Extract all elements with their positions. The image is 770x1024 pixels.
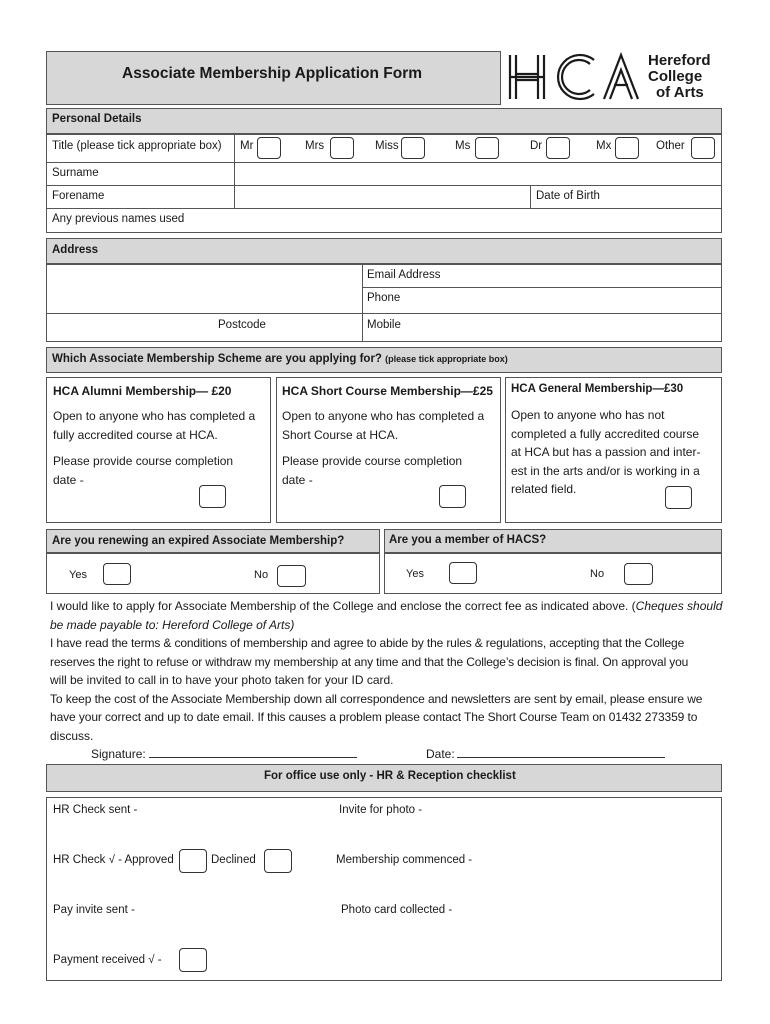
declined-checkbox[interactable] xyxy=(264,849,292,873)
title-dr-checkbox[interactable] xyxy=(546,137,570,159)
short-course-option-box xyxy=(276,377,501,523)
renew-no-label: No xyxy=(254,569,269,581)
logo-line-of-arts: of Arts xyxy=(656,84,704,101)
membership-commenced-label: Membership commenced - xyxy=(336,854,473,866)
declaration-p3b: have your correct and up to date email. If this causes a problem please contact The Short Course Team on 01432 273359 to xyxy=(50,710,698,724)
hacs-options xyxy=(384,553,722,594)
short-course-checkbox[interactable] xyxy=(439,485,466,508)
dob-label: Date of Birth xyxy=(536,190,600,202)
previous-names-label: Any previous names used xyxy=(52,213,185,225)
title-ms-label: Ms xyxy=(455,140,471,152)
alumni-line3: Please provide course completion xyxy=(53,454,234,468)
postcode-label: Postcode xyxy=(218,319,266,331)
personal-details-heading: Personal Details xyxy=(52,113,142,125)
declaration-p2b: reserves the right to refuse or withdraw my membership at any time and that the College’s decision is final. On approval you xyxy=(50,654,689,669)
forename-field[interactable] xyxy=(236,186,529,207)
renew-options xyxy=(46,553,380,594)
general-checkbox[interactable] xyxy=(665,486,692,509)
short-course-line1: Open to anyone who has completed a xyxy=(282,409,485,423)
address-heading: Address xyxy=(52,244,99,256)
alumni-line2: fully accredited course at HCA. xyxy=(53,428,218,442)
college-logo xyxy=(506,52,726,104)
surname-label: Surname xyxy=(52,167,99,179)
title-mx-label: Mx xyxy=(596,140,612,152)
hacs-no-checkbox[interactable] xyxy=(624,563,653,585)
alumni-checkbox[interactable] xyxy=(199,485,226,508)
row-divider xyxy=(46,208,722,209)
hr-approved-label: HR Check √ - Approved xyxy=(53,854,174,866)
declaration-p3a: To keep the cost of the Associate Membership down all correspondence and newsletters are sent by email, please ensure we xyxy=(50,691,703,706)
surname-field[interactable] xyxy=(236,163,721,184)
pay-invite-label: Pay invite sent - xyxy=(53,904,135,916)
hca-letters-logo xyxy=(506,52,642,102)
renew-yes-label: Yes xyxy=(69,569,87,581)
col-divider xyxy=(362,264,363,342)
title-miss-label: Miss xyxy=(375,140,399,152)
title-ms-checkbox[interactable] xyxy=(475,137,499,159)
title-other-checkbox[interactable] xyxy=(691,137,715,159)
short-course-title: HCA Short Course Membership—£25 xyxy=(282,384,493,398)
declaration-p1a: I would like to apply for Associate Membership of the College and enclose the correct fee as indicated above. ( xyxy=(50,599,636,613)
page-title: Associate Membership Application Form xyxy=(122,65,423,82)
alumni-option-box xyxy=(46,377,271,523)
hacs-yes-label: Yes xyxy=(406,568,424,580)
col-divider xyxy=(234,134,235,208)
col-divider xyxy=(530,185,531,208)
hr-check-sent-label: HR Check sent - xyxy=(53,804,138,816)
title-miss-checkbox[interactable] xyxy=(401,137,425,159)
declaration-p1c: be made payable to: Hereford College of Arts) xyxy=(50,617,295,632)
address-field[interactable] xyxy=(48,266,360,312)
email-label: Email Address xyxy=(367,269,441,281)
title-mr-label: Mr xyxy=(240,140,254,152)
alumni-title: HCA Alumni Membership— £20 xyxy=(53,384,232,398)
declaration-p2a: I have read the terms & conditions of membership and agree to abide by the rules & regulations, accepting that the College xyxy=(50,636,685,650)
general-line3: at HCA but has a passion and inter- xyxy=(511,445,701,459)
hacs-heading: Are you a member of HACS? xyxy=(389,534,547,546)
declaration-p3c: discuss. xyxy=(50,728,94,743)
renew-yes-checkbox[interactable] xyxy=(103,563,131,585)
general-line1: Open to anyone who has not xyxy=(511,408,665,422)
title-mr-checkbox[interactable] xyxy=(257,137,281,159)
title-mrs-label: Mrs xyxy=(305,140,325,152)
hacs-no-label: No xyxy=(590,568,605,580)
row-divider xyxy=(362,287,722,288)
photo-card-label: Photo card collected - xyxy=(341,904,453,916)
declaration-text xyxy=(50,597,730,745)
short-course-line4: date - xyxy=(282,473,313,487)
scheme-question: Which Associate Membership Scheme are you applying for? xyxy=(52,353,382,365)
signature-label: Signature: xyxy=(91,747,146,761)
mobile-label: Mobile xyxy=(367,319,401,331)
payment-received-checkbox[interactable] xyxy=(179,948,207,972)
scheme-note: (please tick appropriate box) xyxy=(385,354,508,364)
logo-line-college: College xyxy=(648,68,703,85)
payment-received-label: Payment received √ - xyxy=(53,954,162,966)
declaration-p1b: Cheques should xyxy=(635,599,723,613)
renew-heading: Are you renewing an expired Associate Membership? xyxy=(52,535,345,547)
title-mrs-checkbox[interactable] xyxy=(330,137,354,159)
address-header xyxy=(46,238,722,264)
alumni-line1: Open to anyone who has completed a xyxy=(53,409,256,423)
title-other-label: Other xyxy=(656,140,685,152)
logo-line-hereford: Hereford xyxy=(648,52,711,69)
title-mx-checkbox[interactable] xyxy=(615,137,639,159)
scheme-heading xyxy=(52,353,508,365)
hacs-yes-checkbox[interactable] xyxy=(449,562,477,584)
phone-label: Phone xyxy=(367,292,401,304)
title-label: Title (please tick appropriate box) xyxy=(52,140,222,152)
short-course-line2: Short Course at HCA. xyxy=(282,428,399,442)
general-title: HCA General Membership—£30 xyxy=(511,383,684,395)
general-line5: related field. xyxy=(511,482,577,496)
declaration-p2c: will be invited to call in to have your photo taken for your ID card. xyxy=(50,673,394,687)
short-course-line3: Please provide course completion xyxy=(282,454,463,468)
invite-photo-label: Invite for photo - xyxy=(339,804,423,816)
forename-label: Forename xyxy=(52,190,105,202)
signature-line[interactable] xyxy=(149,757,357,758)
declined-label: Declined xyxy=(211,854,256,866)
date-line[interactable] xyxy=(457,757,665,758)
general-line2: completed a fully accredited course xyxy=(511,427,700,441)
alumni-line4: date - xyxy=(53,473,84,487)
hr-approved-checkbox[interactable] xyxy=(179,849,207,873)
date-label: Date: xyxy=(426,747,455,761)
renew-no-checkbox[interactable] xyxy=(277,565,306,587)
row-divider xyxy=(46,313,722,314)
office-heading: For office use only - HR & Reception checklist xyxy=(264,770,516,782)
personal-details-header xyxy=(46,108,722,134)
title-dr-label: Dr xyxy=(530,140,543,152)
general-line4: est in the arts and/or is working in a xyxy=(511,464,700,478)
